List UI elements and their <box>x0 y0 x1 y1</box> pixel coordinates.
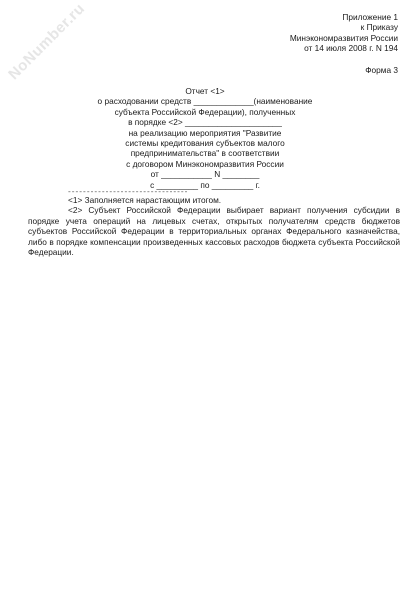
report-line: на реализацию мероприятия "Развитие <box>128 127 282 138</box>
form-label: Форма 3 <box>365 65 398 75</box>
watermark: NoNumber.ru <box>5 0 89 84</box>
appendix-line: к Приказу <box>360 22 398 33</box>
appendix-line: Минэкономразвития России <box>289 32 398 43</box>
report-line: предпринимательства" в соответствии <box>130 148 280 159</box>
report-line: в порядке <2> _____________________ <box>128 117 282 128</box>
report-line: о расходовании средств _____________(наименование <box>97 96 313 107</box>
report-line: с договором Минэкономразвития России <box>126 158 284 169</box>
report-line: системы кредитования субъектов малого <box>125 138 285 149</box>
footnote-1: <1> Заполняется нарастающим итогом. <box>68 195 222 205</box>
report-line: от ___________ N ________ <box>150 169 260 180</box>
report-title-block <box>70 86 340 190</box>
appendix-header <box>290 12 398 54</box>
report-line: субъекта Российской Федерации), полученных <box>114 106 296 117</box>
appendix-line: от 14 июля 2008 г. N 194 <box>304 43 398 54</box>
footnotes <box>28 195 400 257</box>
report-line: с _________ по _________ г. <box>150 179 260 190</box>
report-title: Отчет <1> <box>185 86 225 96</box>
footnote-separator: -------------------------------- <box>68 186 189 196</box>
footnote-2: <2> Субъект Российской Федерации выбирает вариант получения субсидии в порядке учета операций на лицевых счетах, открытых получателям средств бюджетов субъектов Российской Федерации в территориальных органах Федерального казначейства, либо в порядке компенсации произведенных кассовых расходов бюджета субъекта Российской Федерации. <box>28 205 400 258</box>
appendix-line: Приложение 1 <box>342 12 398 22</box>
